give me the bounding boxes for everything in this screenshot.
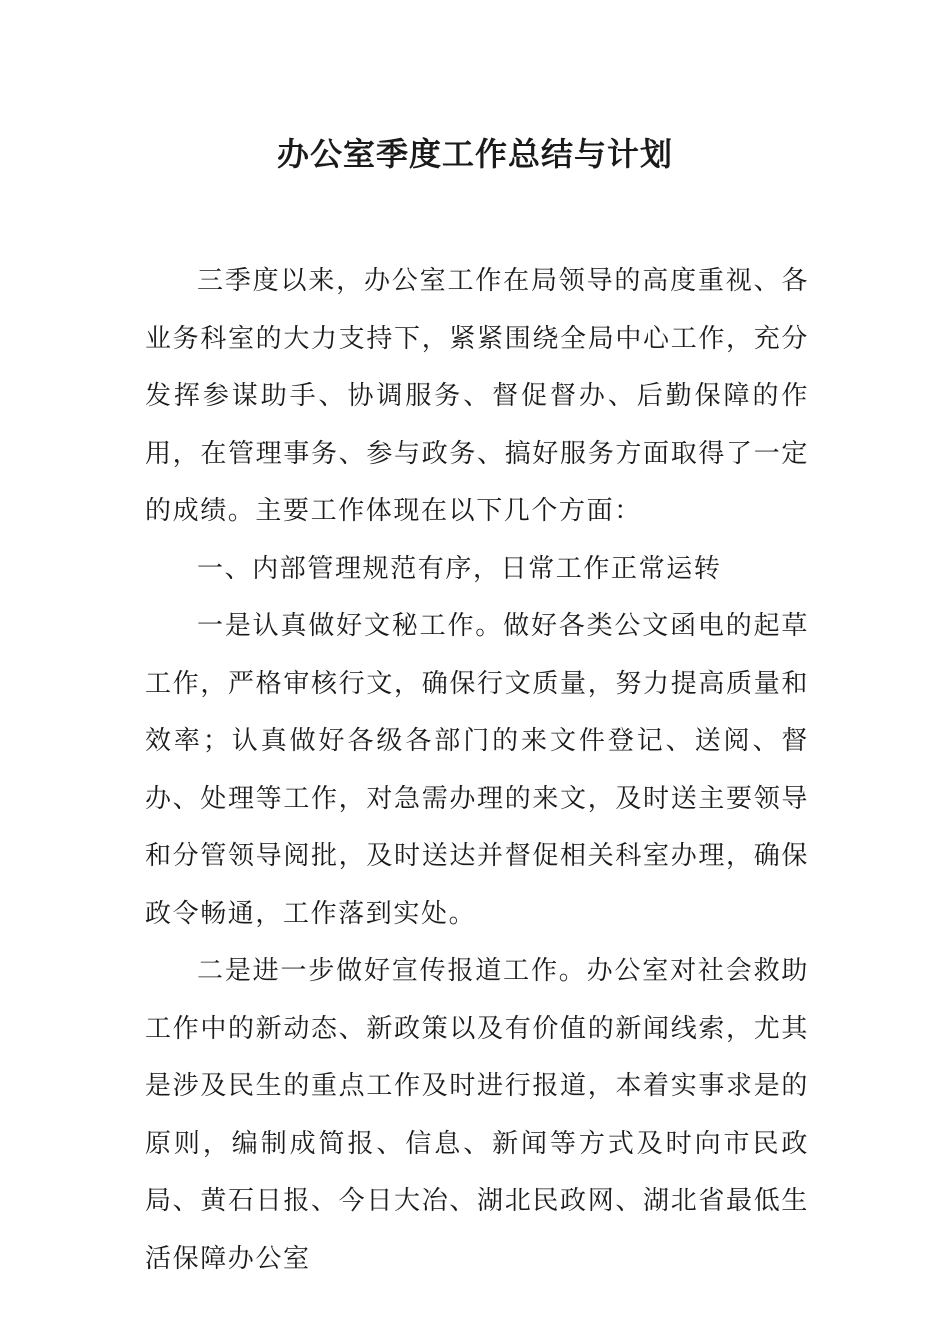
document-body bbox=[145, 253, 809, 1288]
paragraph-secretarial: 一是认真做好文秘工作。做好各类公文函电的起草工作，严格审核行文，确保行文质量，努力提高质量和效率；认真做好各级各部门的来文件登记、送阅、督办、处理等工作，对急需办理的来文，及时送主要领导和分管领导阅批，及时送达并督促相关科室办理，确保政令畅通，工作落到实处。 bbox=[145, 611, 809, 929]
document-title: 办公室季度工作总结与计划 bbox=[276, 135, 673, 173]
paragraph-publicity: 二是进一步做好宣传报道工作。办公室对社会救助工作中的新动态、新政策以及有价值的新闻线索，尤其是涉及民生的重点工作及时进行报道，本着实事求是的原则，编制成简报、信息、新闻等方式及时向市民政局、黄石日报、今日大冶、湖北民政网、湖北省最低生活保障办公室 bbox=[145, 956, 809, 1274]
section-heading-1: 一、内部管理规范有序，日常工作正常运转 bbox=[197, 553, 722, 584]
paragraph-intro: 三季度以来，办公室工作在局领导的高度重视、各业务科室的大力支持下，紧紧围绕全局中心工作，充分发挥参谋助手、协调服务、督促督办、后勤保障的作用，在管理事务、参与政务、搞好服务方面取得了一定的成绩。主要工作体现在以下几个方面： bbox=[145, 266, 809, 526]
